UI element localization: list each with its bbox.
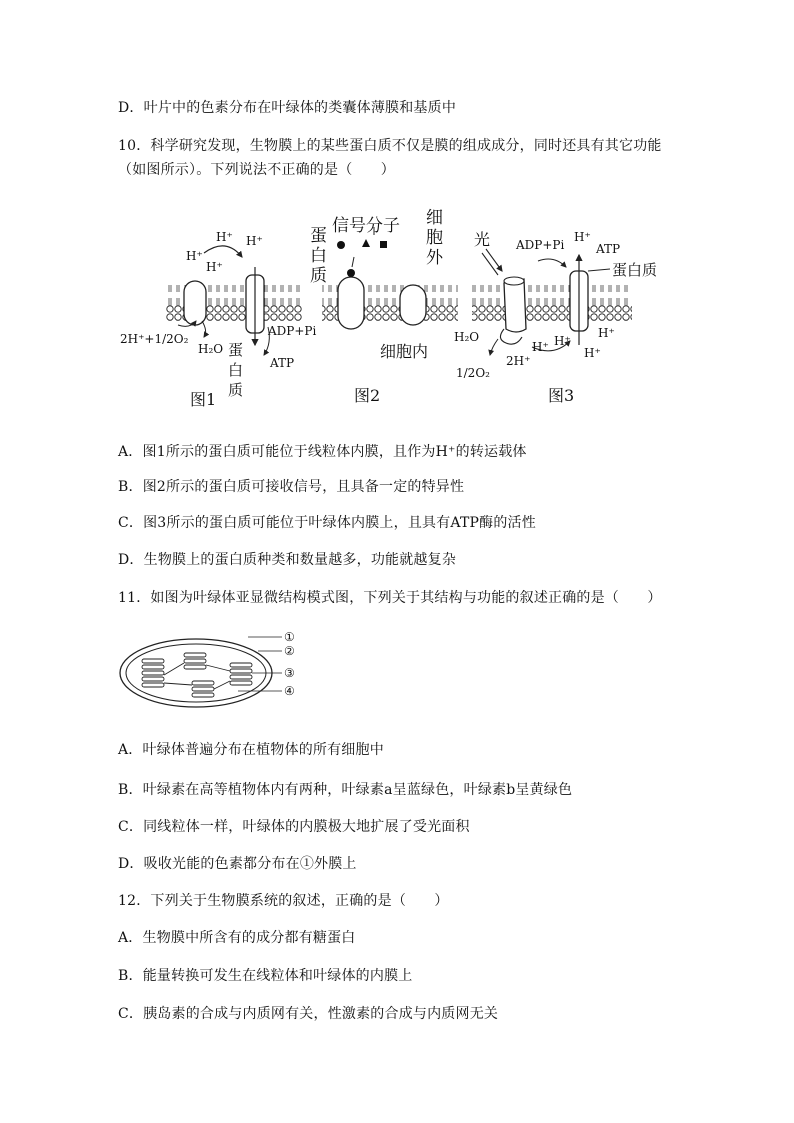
membrane-3	[472, 285, 632, 321]
q9-option-d: D．叶片中的色素分布在叶绿体的类囊体薄膜和基质中	[118, 100, 457, 116]
fig3-caption: 图3	[548, 386, 575, 405]
fig1-protein-char-2: 白	[228, 361, 244, 379]
fig3-protein-label: 蛋白质	[612, 261, 658, 279]
q10-option-a: A．图1所示的蛋白质可能位于线粒体内膜，且作为H⁺的转运载体	[118, 444, 527, 460]
fig2-channel-protein	[400, 285, 426, 325]
fig1-protein-left	[184, 281, 206, 325]
fig3-h-plus-1: H⁺	[532, 340, 549, 354]
fig3-h-plus-2: H⁺	[554, 334, 571, 348]
fig3-water-label: H₂O	[454, 330, 480, 344]
fig2-caption: 图2	[354, 386, 381, 405]
q10-stem-line1: 10．科学研究发现，生物膜上的某些蛋白质不仅是膜的组成成分，同时还具有其它功能	[118, 138, 662, 154]
fig3-h-plus-3: H⁺	[584, 346, 601, 360]
fig1-protein-char-3: 质	[228, 381, 244, 399]
chloroplast-diagram	[118, 625, 318, 715]
fig3-adp-label: ADP+Pi	[516, 238, 565, 252]
fig2-signal-square	[380, 241, 387, 248]
q11-option-a: A．叶绿体普遍分布在植物体的所有细胞中	[118, 742, 384, 758]
q12-stem: 12．下列关于生物膜系统的叙述，正确的是（ ）	[118, 893, 449, 909]
q10-option-d: D．生物膜上的蛋白质种类和数量越多，功能就越复杂	[118, 552, 457, 568]
fig1-caption: 图1	[190, 390, 217, 409]
fig2-outside-char-3: 外	[426, 248, 443, 268]
q10-stem-line2: （如图所示）。下列说法不正确的是（ ）	[118, 162, 395, 178]
fig1-atp-label: ATP	[270, 356, 295, 370]
fig3-2h-plus-label: 2H⁺	[506, 354, 531, 368]
fig1-water-label: H₂O	[198, 342, 224, 356]
fig3-atp-label: ATP	[596, 242, 621, 256]
fig1-protein-char-1: 蛋	[228, 341, 244, 359]
fig3-h-plus-4: H⁺	[598, 326, 615, 340]
fig2-protein-char-2: 白	[310, 246, 327, 266]
q11-stem: 11．如图为叶绿体亚显微结构模式图，下列关于其结构与功能的叙述正确的是（ ）	[118, 590, 662, 606]
fig3-light-label: 光	[474, 230, 491, 249]
marker-3: ③	[284, 666, 295, 680]
q11-option-b: B．叶绿素在高等植物体内有两种，叶绿素a呈蓝绿色，叶绿素b呈黄绿色	[118, 782, 573, 798]
fig1-reaction-label: 2H⁺+1/2O₂	[120, 332, 189, 346]
fig1-adp-label: ADP+Pi	[268, 324, 317, 338]
q12-option-a: A．生物膜中所含有的成分都有糖蛋白	[118, 930, 356, 946]
fig2-bound-signal	[347, 269, 355, 277]
fig2-receptor-protein	[338, 277, 364, 329]
q10-option-c: C．图3所示的蛋白质可能位于叶绿体内膜上，且具有ATP酶的活性	[118, 515, 536, 531]
fig3-photosystem-protein	[504, 279, 526, 332]
fig2-signal-label: 信号分子	[332, 216, 400, 236]
marker-1: ①	[284, 630, 295, 644]
fig1-h-plus-4: H⁺	[246, 234, 263, 248]
marker-4: ④	[284, 684, 295, 698]
fig2-outside-char-2: 胞	[426, 228, 443, 248]
fig1-h-plus-2: H⁺	[216, 230, 233, 244]
marker-2: ②	[284, 644, 295, 658]
q11-option-d: D．吸收光能的色素都分布在①外膜上	[118, 856, 357, 872]
q10-membrane-protein-figure	[118, 205, 698, 415]
fig3-half-o2-label: 1/2O₂	[456, 366, 490, 380]
fig1-h-plus-3: H⁺	[206, 260, 223, 274]
fig2-protein-char-1: 蛋	[310, 226, 327, 246]
fig1-h-plus-1: H⁺	[186, 249, 203, 263]
q10-option-b: B．图2所示的蛋白质可接收信号，且具备一定的特异性	[118, 479, 465, 495]
fig2-signal-triangle	[362, 239, 370, 247]
fig2-inside-label: 细胞内	[380, 342, 429, 361]
fig2-protein-char-3: 质	[310, 266, 327, 286]
fig2-outside-char-1: 细	[426, 208, 443, 228]
fig2-signal-circle	[337, 241, 345, 249]
q11-option-c: C．同线粒体一样，叶绿体的内膜极大地扩展了受光面积	[118, 819, 470, 835]
q12-option-b: B．能量转换可发生在线粒体和叶绿体的内膜上	[118, 968, 413, 984]
q12-option-c: C．胰岛素的合成与内质网有关，性激素的合成与内质网无关	[118, 1006, 499, 1022]
fig3-h-plus-top: H⁺	[574, 230, 591, 244]
